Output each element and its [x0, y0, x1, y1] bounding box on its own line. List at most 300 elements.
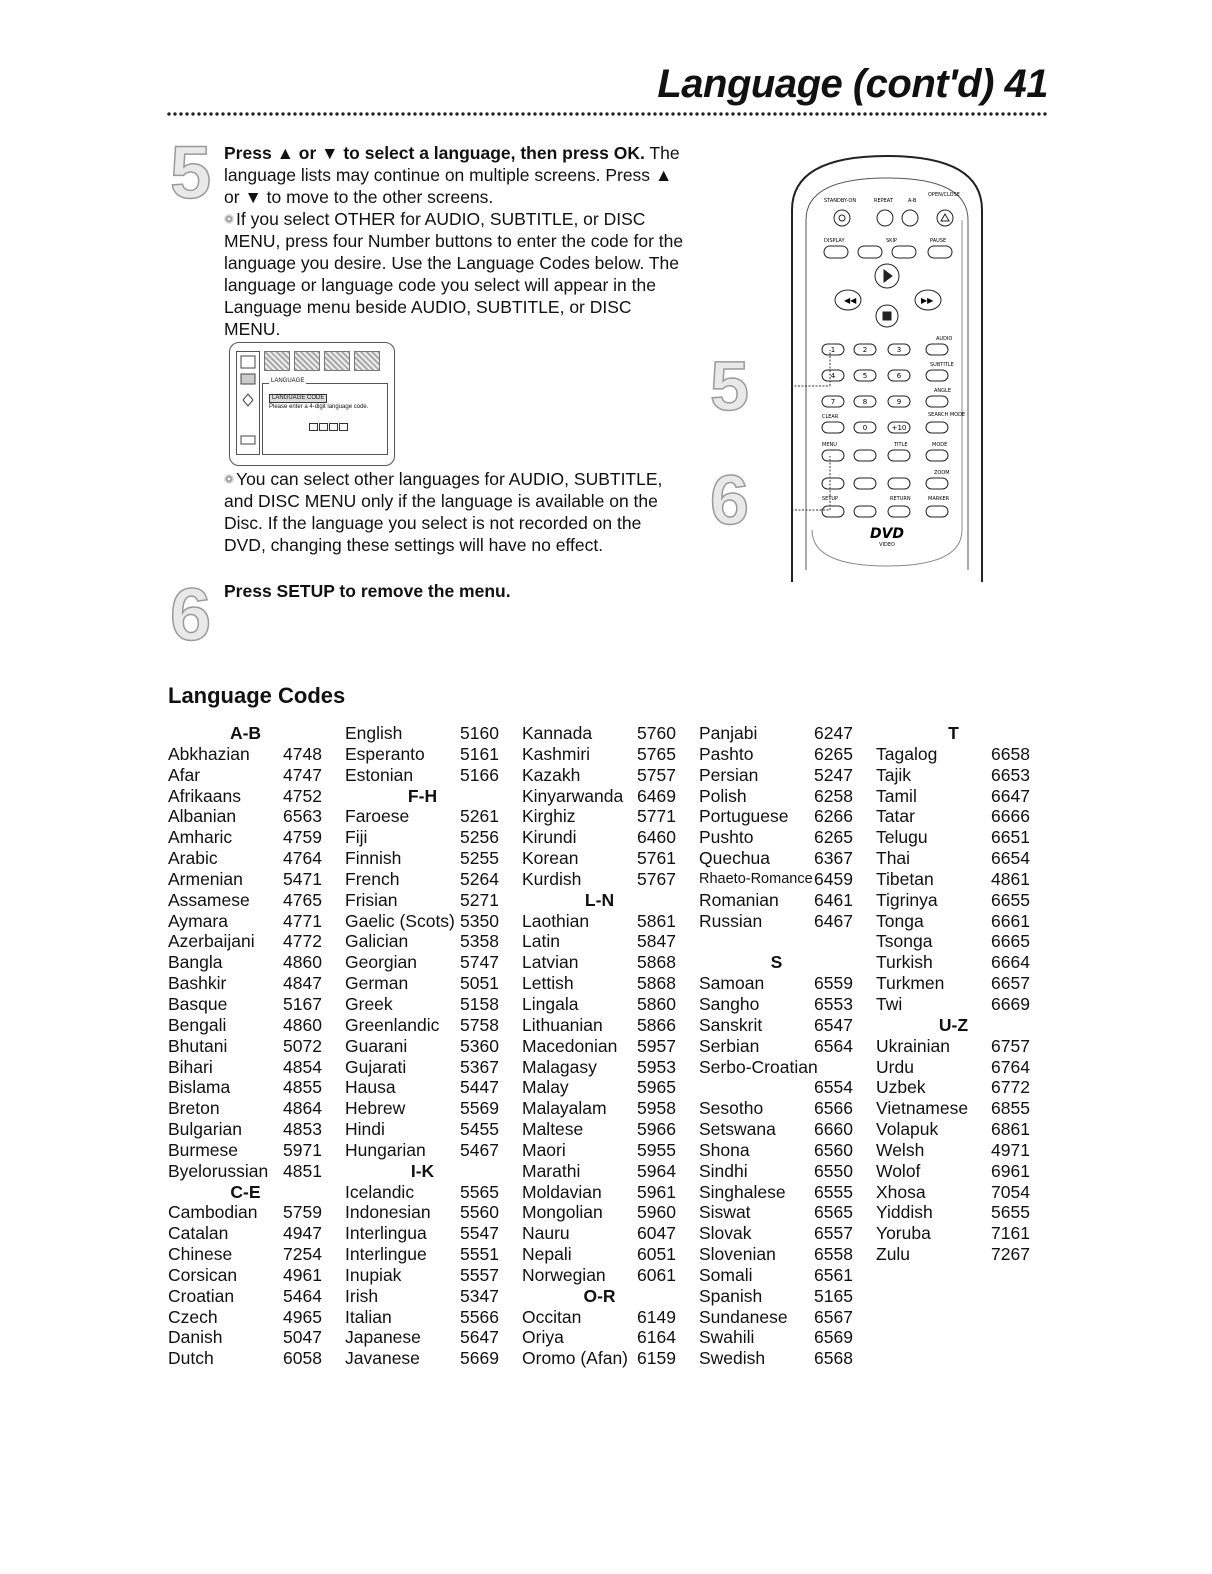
language-name: Serbian: [699, 1035, 760, 1056]
language-code: 6757: [991, 1035, 1030, 1056]
language-code: 6569: [814, 1327, 853, 1348]
language-name: Basque: [168, 993, 228, 1014]
label-search-mode: SEARCH MODE: [928, 412, 966, 418]
language-code: 4759: [283, 827, 322, 848]
language-row: [168, 1265, 323, 1286]
language-name: Nepali: [522, 1244, 572, 1265]
language-code: 5247: [814, 764, 853, 785]
language-row: [168, 1244, 323, 1265]
language-name: Sindhi: [699, 1160, 748, 1181]
language-code: 6550: [814, 1160, 853, 1181]
language-row: [699, 765, 854, 786]
language-name: Bangla: [168, 952, 223, 973]
language-name: Abkhazian: [168, 743, 250, 764]
step-number-6: 6: [170, 573, 212, 656]
language-column: [168, 723, 323, 1369]
language-code: 5160: [460, 723, 499, 743]
language-name: Arabic: [168, 848, 218, 869]
language-row: [699, 1057, 854, 1078]
language-code: 6661: [991, 910, 1030, 931]
language-name: Spanish: [699, 1285, 763, 1306]
language-name: Kashmiri: [522, 743, 591, 764]
language-row: [168, 890, 323, 911]
remote-control-illustration: [790, 150, 984, 582]
language-name: Oromo (Afan): [522, 1348, 628, 1369]
language-code: 5261: [460, 806, 499, 827]
step5-heading-part1: Press: [224, 143, 272, 163]
language-code: 5847: [637, 931, 676, 952]
language-name: Greenlandic: [345, 1014, 440, 1035]
language-row: [699, 1348, 854, 1369]
language-code: 6559: [814, 973, 853, 994]
language-code: 5860: [637, 993, 676, 1014]
language-code: 7267: [991, 1244, 1030, 1265]
language-row: [522, 1140, 677, 1161]
label-menu: MENU: [822, 442, 837, 448]
language-code: 5350: [460, 910, 499, 931]
language-name: Gaelic (Scots): [345, 910, 455, 931]
language-row: [345, 1036, 500, 1057]
language-name: Volapuk: [876, 1119, 939, 1140]
step5-bullet1: If you select OTHER for AUDIO, SUBTITLE, or DISC MENU, press four Number buttons to enter the code for the language you desire. Use the Language Codes below. The language or language code you select will appear in the Language menu beside AUDIO, SUBTITLE, or DISC MENU.: [224, 209, 684, 339]
language-name: Czech: [168, 1306, 218, 1327]
language-row: [699, 1161, 854, 1182]
menu-side-icons: [236, 351, 260, 455]
language-code: 6961: [991, 1160, 1030, 1181]
language-row: [345, 744, 500, 765]
language-code: 5961: [637, 1181, 676, 1202]
language-name: Occitan: [522, 1306, 582, 1327]
language-code: 5271: [460, 889, 499, 910]
language-row: [699, 890, 854, 911]
language-name: Irish: [345, 1285, 379, 1306]
language-code: 5165: [814, 1285, 853, 1306]
language-row: [522, 1119, 677, 1140]
language-row: [876, 1223, 1031, 1244]
language-code: 5868: [637, 973, 676, 994]
step5-ok: OK.: [613, 143, 645, 163]
language-code: 6565: [814, 1202, 853, 1223]
language-row: [522, 1244, 677, 1265]
language-code: 5669: [460, 1348, 499, 1369]
language-code: 6367: [814, 848, 853, 869]
language-row: [168, 1327, 323, 1348]
language-name: Indonesian: [345, 1202, 431, 1223]
language-code: 6772: [991, 1077, 1030, 1098]
language-name: Xhosa: [876, 1181, 926, 1202]
language-code: 5757: [637, 764, 676, 785]
label-skip: SKIP: [886, 238, 897, 244]
language-name: Urdu: [876, 1056, 914, 1077]
language-name: Tamil: [876, 785, 917, 806]
language-name: Nauru: [522, 1223, 570, 1244]
language-code: 5158: [460, 993, 499, 1014]
language-row: [699, 1119, 854, 1140]
language-name: Lithuanian: [522, 1014, 603, 1035]
language-code: 5464: [283, 1285, 322, 1306]
language-name: Albanian: [168, 806, 237, 827]
language-code: 6149: [637, 1306, 676, 1327]
language-name: Swedish: [699, 1348, 766, 1369]
language-name: Slovak: [699, 1223, 752, 1244]
language-name: Korean: [522, 848, 579, 869]
language-row: [876, 973, 1031, 994]
language-code: 5072: [283, 1035, 322, 1056]
language-code: 5565: [460, 1181, 499, 1202]
label-zoom: ZOOM: [934, 470, 950, 476]
language-row: [699, 869, 854, 890]
language-code: 4764: [283, 848, 322, 869]
language-code: 4860: [283, 952, 322, 973]
language-name: Tatar: [876, 806, 915, 827]
label-clear: CLEAR: [822, 414, 839, 420]
language-name: Burmese: [168, 1139, 239, 1160]
language-name: Croatian: [168, 1285, 235, 1306]
language-row: [876, 1182, 1031, 1203]
language-name: Corsican: [168, 1264, 238, 1285]
language-code: 5560: [460, 1202, 499, 1223]
language-code: 5655: [991, 1202, 1030, 1223]
language-code: 5971: [283, 1139, 322, 1160]
language-row: [345, 1307, 500, 1328]
language-name: Dutch: [168, 1348, 214, 1369]
language-name: Afrikaans: [168, 785, 241, 806]
language-row: [876, 1244, 1031, 1265]
language-row: [522, 1015, 677, 1036]
language-code: 6563: [283, 806, 322, 827]
language-name: Maori: [522, 1139, 566, 1160]
language-name: Maltese: [522, 1119, 584, 1140]
language-row: [522, 1077, 677, 1098]
language-name: Polish: [699, 785, 747, 806]
language-code: 5557: [460, 1264, 499, 1285]
language-row: [168, 869, 323, 890]
language-code: 6657: [991, 973, 1030, 994]
language-column: [522, 723, 677, 1369]
language-row: [168, 1348, 323, 1369]
language-name: Kirundi: [522, 827, 577, 848]
language-code: 6047: [637, 1223, 676, 1244]
language-row: [345, 1182, 500, 1203]
language-row: [345, 994, 500, 1015]
language-row: [168, 931, 323, 952]
language-row: [522, 1098, 677, 1119]
language-row: [522, 806, 677, 827]
language-name: Latvian: [522, 952, 579, 973]
language-name: Afar: [168, 764, 201, 785]
language-name: Guarani: [345, 1035, 408, 1056]
language-row: [168, 827, 323, 848]
language-name: Norwegian: [522, 1264, 606, 1285]
language-code: 4961: [283, 1264, 322, 1285]
language-name: Pushto: [699, 827, 754, 848]
language-name: Hebrew: [345, 1098, 406, 1119]
language-row: [522, 1265, 677, 1286]
language-row: [522, 1182, 677, 1203]
language-code: 5955: [637, 1139, 676, 1160]
language-name: Javanese: [345, 1348, 420, 1369]
language-name: Panjabi: [699, 723, 758, 743]
language-name: Danish: [168, 1327, 223, 1348]
language-row: [699, 1015, 854, 1036]
language-name: Latin: [522, 931, 560, 952]
language-code: 5960: [637, 1202, 676, 1223]
label-title: TITLE: [894, 442, 908, 448]
step5-text1: The language lists may continue on multiple screens. Press: [224, 143, 680, 185]
letter-group-heading: T: [948, 723, 959, 743]
language-name: Fiji: [345, 827, 368, 848]
language-row: [522, 765, 677, 786]
down-arrow-icon: ▼: [321, 143, 339, 163]
language-name: Malay: [522, 1077, 569, 1098]
language-code: 5255: [460, 848, 499, 869]
language-name: Mongolian: [522, 1202, 603, 1223]
language-row: [168, 1057, 323, 1078]
language-code: 5161: [460, 743, 499, 764]
language-row: [699, 1327, 854, 1348]
language-name: Tsonga: [876, 931, 933, 952]
language-code: 5761: [637, 848, 676, 869]
language-row: [876, 1098, 1031, 1119]
language-row: [699, 1077, 854, 1098]
language-row: [699, 911, 854, 932]
language-name: Bengali: [168, 1014, 227, 1035]
language-code: 5471: [283, 868, 322, 889]
language-row: [345, 931, 500, 952]
language-name: Frisian: [345, 889, 398, 910]
language-row: [699, 806, 854, 827]
language-name: Catalan: [168, 1223, 229, 1244]
step5-or: or: [298, 143, 317, 163]
language-name: Interlingue: [345, 1244, 427, 1265]
language-code: 5759: [283, 1202, 322, 1223]
menu-field: LANGUAGE CODE: [269, 394, 327, 403]
language-name: Inupiak: [345, 1264, 402, 1285]
language-code: 6558: [814, 1244, 853, 1265]
label-open-close: OPEN/CLOSE: [928, 192, 960, 198]
digit-0: 0: [862, 424, 868, 432]
language-row: [168, 911, 323, 932]
language-code: 4752: [283, 785, 322, 806]
language-name: Azerbaijani: [168, 931, 255, 952]
language-name: Yoruba: [876, 1223, 931, 1244]
language-row: [345, 806, 500, 827]
language-row: [876, 952, 1031, 973]
language-name: Samoan: [699, 973, 765, 994]
step-5-text: [224, 142, 684, 340]
language-row: [522, 1202, 677, 1223]
bullet-icon: [224, 474, 234, 484]
label-return: RETURN: [890, 496, 911, 502]
digit-6: 6: [896, 372, 902, 380]
language-code: 6665: [991, 931, 1030, 952]
language-column: [699, 723, 854, 1369]
language-name: Bashkir: [168, 973, 227, 994]
language-name: Serbo-Croatian: [699, 1056, 818, 1077]
up-arrow-icon: ▲: [276, 143, 294, 163]
language-code: 5765: [637, 743, 676, 764]
language-code-dialog: [262, 378, 388, 455]
language-row: [168, 1202, 323, 1223]
language-name: Gujarati: [345, 1056, 407, 1077]
digit-7: 7: [830, 398, 836, 406]
language-row: [168, 848, 323, 869]
language-code: 4851: [283, 1160, 322, 1181]
language-code: 4765: [283, 889, 322, 910]
step5-bullet2: You can select other languages for AUDIO, SUBTITLE, and DISC MENU only if the language is available on the Disc. If the language you select is not recorded on the DVD, changing these settings will have no effect.: [224, 469, 663, 555]
step5-heading-part2: to select a language, then press: [343, 143, 609, 163]
language-row: [699, 973, 854, 994]
blank-row: [699, 931, 854, 952]
language-row: [168, 765, 323, 786]
letter-group-heading: F-H: [407, 785, 438, 806]
language-row: [345, 911, 500, 932]
dvd-logo-sub: VIDEO: [879, 542, 895, 548]
language-code: 5551: [460, 1244, 499, 1265]
language-code: 6554: [814, 1077, 853, 1098]
language-row: [699, 786, 854, 807]
language-column: [345, 723, 500, 1369]
language-name: Tajik: [876, 764, 912, 785]
language-code: 6568: [814, 1348, 853, 1369]
language-code: 5166: [460, 764, 499, 785]
language-row: [699, 1036, 854, 1057]
step-number-5: 5: [170, 131, 212, 214]
language-code: 5861: [637, 910, 676, 931]
language-row: [522, 786, 677, 807]
language-name: Aymara: [168, 910, 228, 931]
language-code: 5758: [460, 1014, 499, 1035]
language-name: Kurdish: [522, 868, 582, 889]
language-name: Kirghiz: [522, 806, 576, 827]
letter-group-heading: A-B: [229, 723, 262, 743]
language-row: [345, 890, 500, 911]
language-row: [168, 806, 323, 827]
label-subtitle: SUBTITLE: [930, 362, 954, 368]
language-code: 5966: [637, 1119, 676, 1140]
language-code: 4971: [991, 1139, 1030, 1160]
language-code: 6557: [814, 1223, 853, 1244]
language-code: 6567: [814, 1306, 853, 1327]
language-code: 5467: [460, 1139, 499, 1160]
language-name: Rhaeto-Romance: [699, 870, 813, 887]
digit-5: 5: [862, 372, 868, 380]
bullet-icon: [224, 214, 234, 224]
language-row: [345, 1348, 500, 1369]
language-code: 5047: [283, 1327, 322, 1348]
language-row: [345, 1057, 500, 1078]
language-code: 6664: [991, 952, 1030, 973]
language-row: [522, 1348, 677, 1369]
digit-1: 1: [830, 346, 836, 354]
menu-prompt: Please enter a 4-digit language code.: [269, 404, 369, 410]
language-name: Slovenian: [699, 1244, 776, 1265]
digit-2: 2: [862, 346, 868, 354]
language-name: Kazakh: [522, 764, 581, 785]
language-name: Quechua: [699, 848, 771, 869]
language-row: [345, 1119, 500, 1140]
language-code: 6058: [283, 1348, 322, 1369]
language-row: [699, 1098, 854, 1119]
language-code: 5964: [637, 1160, 676, 1181]
language-row: [876, 786, 1031, 807]
language-row: [522, 931, 677, 952]
up-arrow-icon: ▲: [654, 165, 673, 185]
language-code: 5747: [460, 952, 499, 973]
language-code: 6666: [991, 806, 1030, 827]
letter-group-heading: U-Z: [938, 1014, 969, 1035]
language-row: [168, 1119, 323, 1140]
language-code: 4947: [283, 1223, 322, 1244]
language-row: [699, 1182, 854, 1203]
label-pause: PAUSE: [930, 238, 947, 244]
language-name: Kinyarwanda: [522, 785, 624, 806]
dotted-divider: [166, 111, 1048, 117]
language-row: [876, 911, 1031, 932]
step5-text1c: to move to the other screens.: [266, 187, 494, 207]
language-name: Byelorussian: [168, 1160, 269, 1181]
language-code: 4965: [283, 1306, 322, 1327]
language-code: 4771: [283, 910, 322, 931]
language-name: English: [345, 723, 403, 743]
language-row: [345, 869, 500, 890]
language-row: [522, 994, 677, 1015]
language-name: Oriya: [522, 1327, 564, 1348]
language-name: Lettish: [522, 973, 574, 994]
language-row: [168, 1223, 323, 1244]
language-code: 6655: [991, 889, 1030, 910]
language-name: Bislama: [168, 1077, 231, 1098]
language-code: 6651: [991, 827, 1030, 848]
language-row: [345, 1077, 500, 1098]
language-name: Turkish: [876, 952, 933, 973]
language-name: Singhalese: [699, 1181, 786, 1202]
language-name: Bihari: [168, 1056, 213, 1077]
language-name: Setswana: [699, 1119, 776, 1140]
language-code: 6669: [991, 993, 1030, 1014]
language-name: Portuguese: [699, 806, 789, 827]
language-code: 4864: [283, 1098, 322, 1119]
language-name: Sesotho: [699, 1098, 764, 1119]
language-name: Bulgarian: [168, 1119, 242, 1140]
language-code: 7254: [283, 1244, 322, 1265]
label-marker: MARKER: [928, 496, 950, 502]
language-code: 6164: [637, 1327, 676, 1348]
language-row: [168, 952, 323, 973]
language-row: [345, 1140, 500, 1161]
language-code: 6855: [991, 1098, 1030, 1119]
language-row: [345, 1098, 500, 1119]
language-name: Turkmen: [876, 973, 945, 994]
language-code: 6469: [637, 785, 676, 806]
language-row: [345, 1223, 500, 1244]
language-name: Hindi: [345, 1119, 385, 1140]
language-name: Estonian: [345, 764, 414, 785]
language-code: 6547: [814, 1014, 853, 1035]
language-code: 5958: [637, 1098, 676, 1119]
digit-8: 8: [862, 398, 868, 406]
language-row: [876, 931, 1031, 952]
language-row: [699, 723, 854, 744]
language-name: Tagalog: [876, 743, 938, 764]
language-code: 6467: [814, 910, 853, 931]
language-name: Breton: [168, 1098, 220, 1119]
language-code: 6647: [991, 785, 1030, 806]
language-name: Swahili: [699, 1327, 755, 1348]
language-row: [345, 1327, 500, 1348]
language-name: Lingala: [522, 993, 579, 1014]
language-name: Esperanto: [345, 743, 425, 764]
